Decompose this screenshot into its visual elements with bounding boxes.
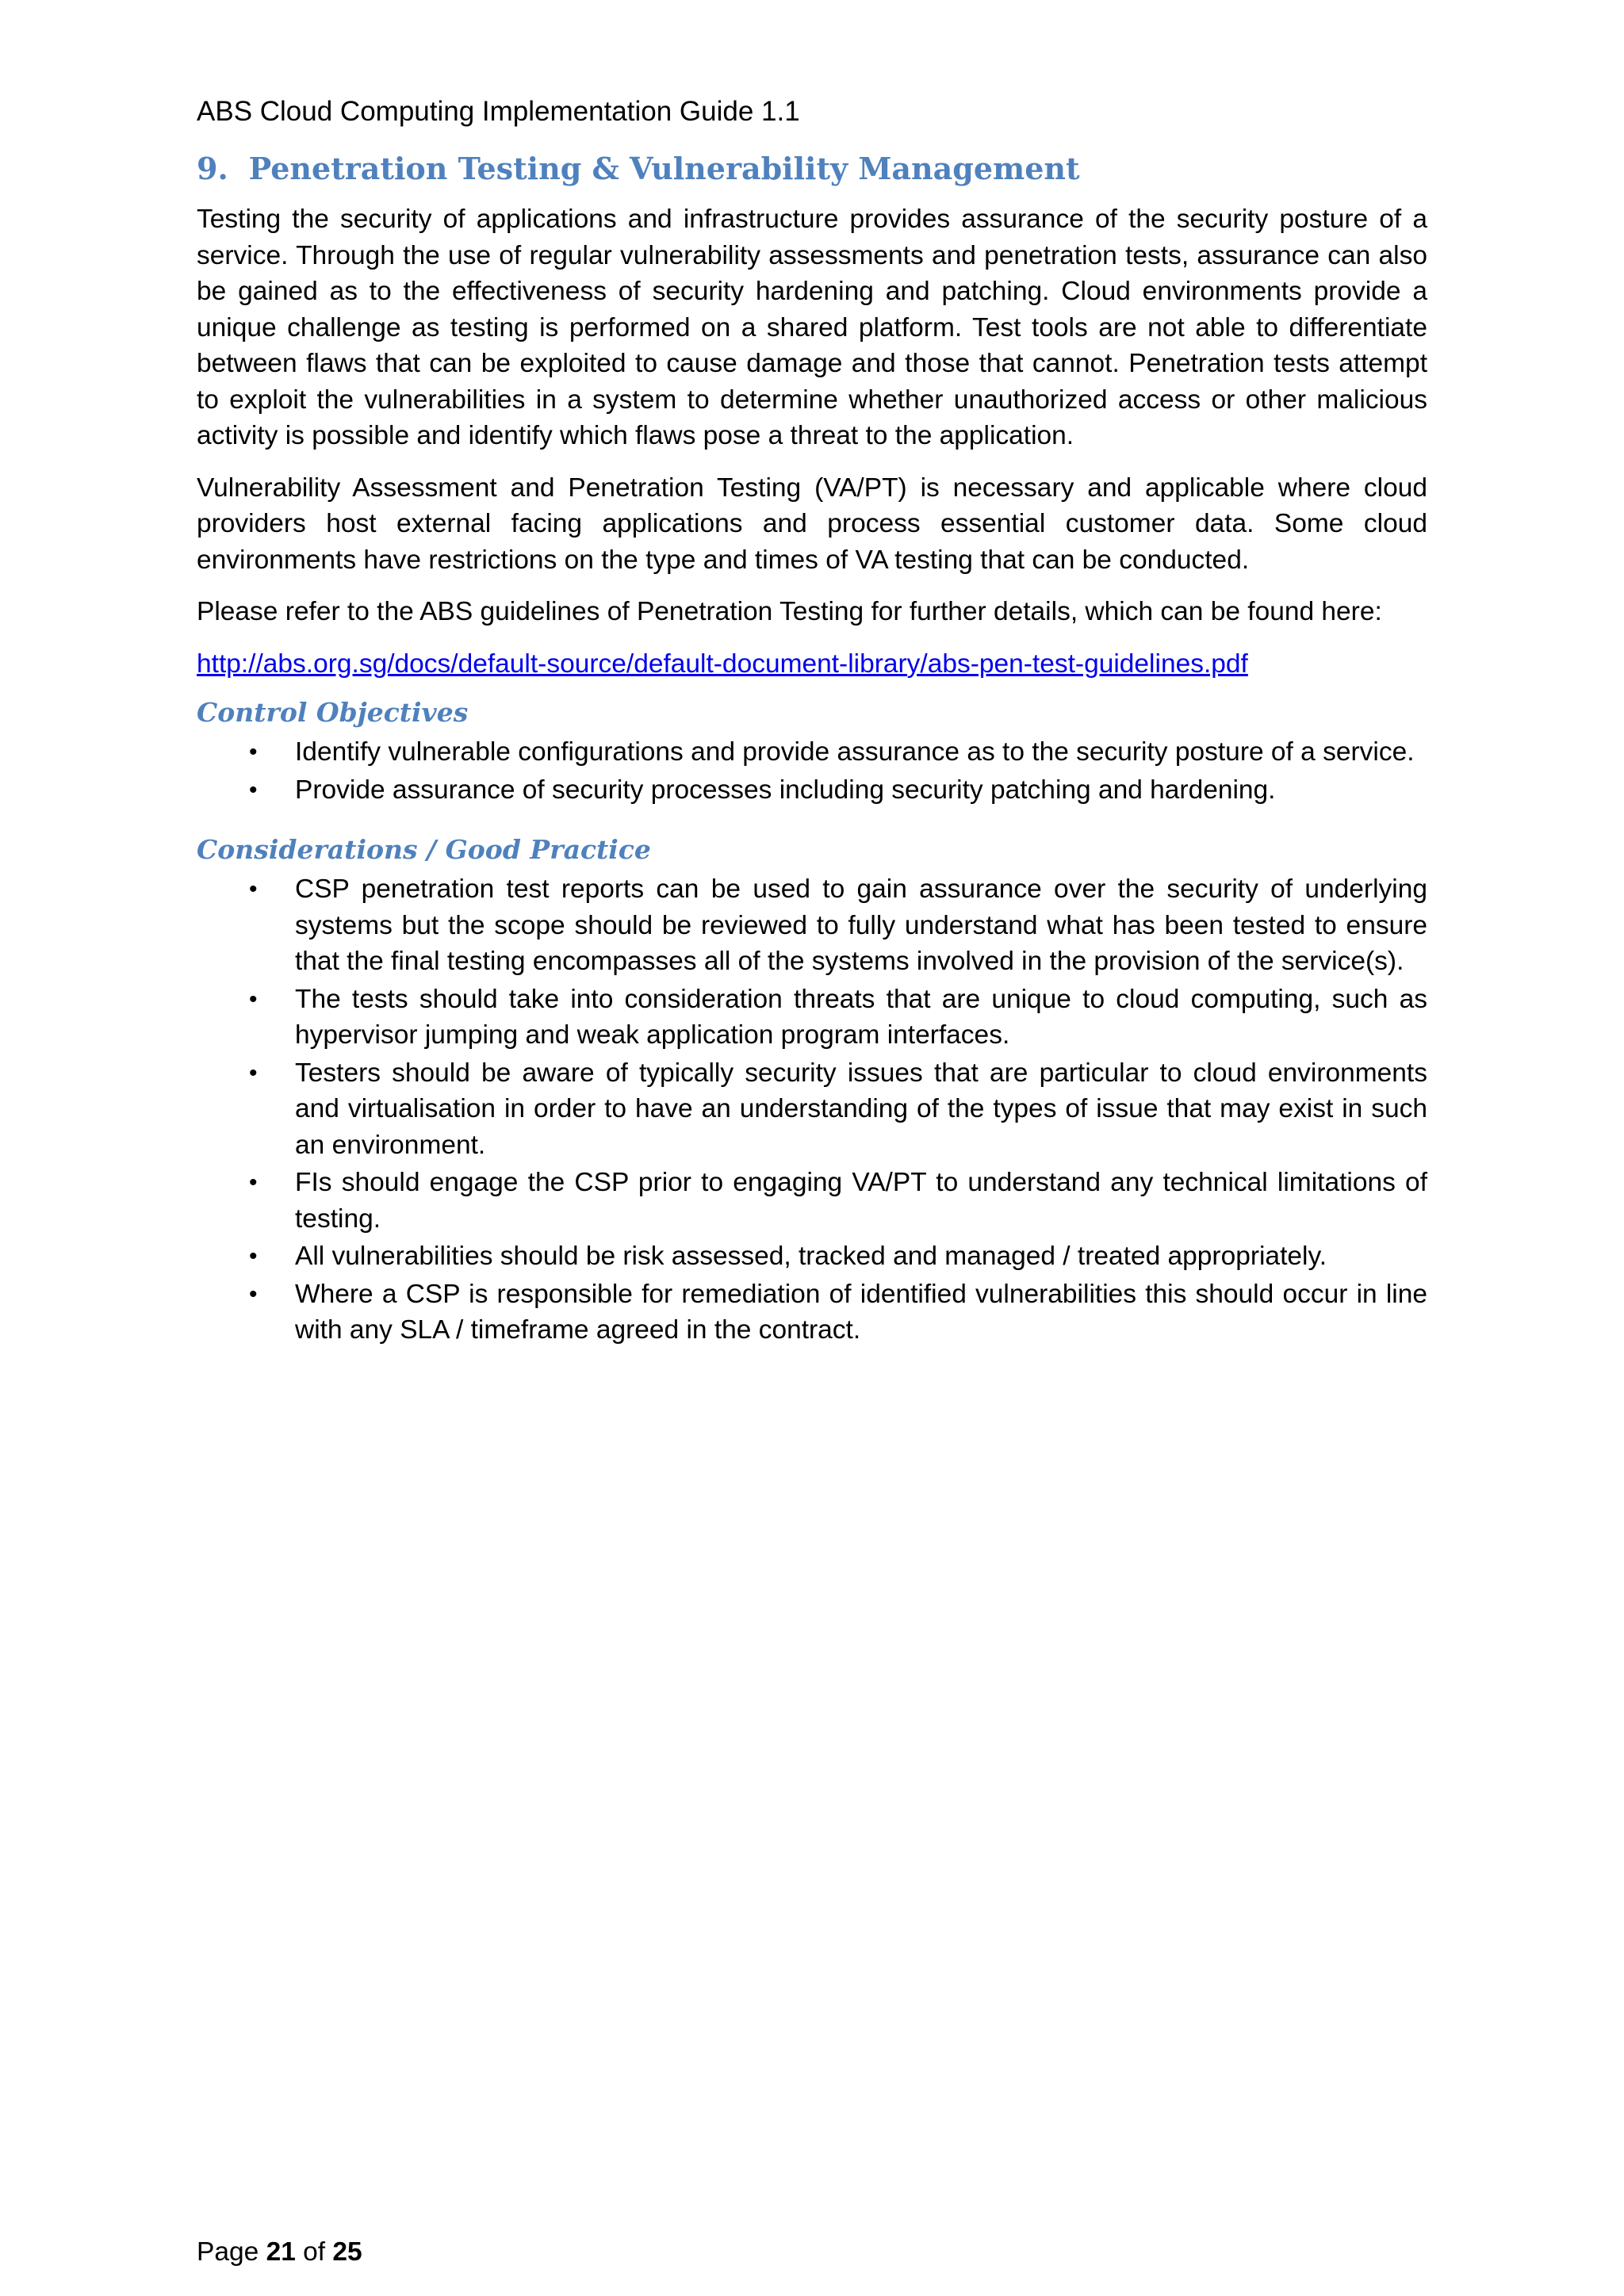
section-number: 9. <box>197 151 228 186</box>
bullet-icon: • <box>249 1280 258 1307</box>
document-page <box>197 94 1427 1371</box>
section-title <box>197 147 1427 190</box>
page-word: Page <box>197 2237 259 2267</box>
list-item: • Where a CSP is responsible for remediation of identified vulnerabilities this should occur in line with any SLA / timeframe agreed in the contract. <box>197 1276 1427 1349</box>
vapt-paragraph: Vulnerability Assessment and Penetration Testing (VA/PT) is necessary and applicable where cloud providers host external facing applications and process essential customer data. Some cloud environments have restrictions on the type and times of VA testing that can be conducted. <box>197 473 1427 575</box>
refer-paragraph: Please refer to the ABS guidelines of Penetration Testing for further details, which can be found here: <box>197 597 1382 626</box>
list-item: • FIs should engage the CSP prior to engaging VA/PT to understand any technical limitations of testing. <box>197 1165 1427 1237</box>
list-item: • Testers should be aware of typically security issues that are particular to cloud environments and virtualisation in order to have an understanding of the types of issue that may exist in such an environment. <box>197 1055 1427 1164</box>
list-item: • All vulnerabilities should be risk assessed, tracked and managed / treated appropriately. <box>197 1238 1427 1275</box>
list-item: • CSP penetration test reports can be used to gain assurance over the security of underlying systems but the scope should be reviewed to fully understand what has been tested to ensure that the final testing encompasses all of the systems involved in the provision of the service(s). <box>197 871 1427 980</box>
bullet-icon: • <box>249 876 258 902</box>
bullet-icon: • <box>249 776 258 803</box>
current-page-number: 21 <box>266 2237 296 2267</box>
bullet-icon: • <box>249 739 258 765</box>
list-item: • Identify vulnerable configurations and provide assurance as to the security posture of a service. <box>197 734 1427 771</box>
considerations-heading: Considerations / Good Practice <box>197 834 651 865</box>
total-pages-number: 25 <box>332 2237 362 2267</box>
guidelines-link[interactable]: http://abs.org.sg/docs/default-source/default-document-library/abs-pen-test-guidelines.pdf <box>197 649 1248 679</box>
intro-paragraph: Testing the security of applications and infrastructure provides assurance of the security posture of a service. Through the use of regular vulnerability assessments and penetration tests, assurance can also be gained as to the effectiveness of security hardening and patching. Cloud environments provide a unique challenge as testing is performed on a shared platform. Test tools are not able to differentiate between flaws that can be exploited to cause damage and those that cannot. Penetration tests attempt to exploit the vulnerabilities in a system to determine whether unauthorized access or other malicious activity is possible and identify which flaws pose a threat to the application. <box>197 205 1427 450</box>
section-title-text: Penetration Testing & Vulnerability Management <box>248 151 1080 186</box>
bullet-icon: • <box>249 1169 258 1196</box>
page-footer <box>197 2234 362 2270</box>
control-objectives-heading: Control Objectives <box>197 697 469 728</box>
bullet-icon: • <box>249 1243 258 1269</box>
of-word: of <box>303 2237 326 2267</box>
guidelines-link-line <box>197 646 1427 683</box>
bullet-icon: • <box>249 985 258 1012</box>
control-objectives-list <box>197 734 1427 808</box>
list-item: • The tests should take into consideration threats that are unique to cloud computing, such as hypervisor jumping and weak application program interfaces. <box>197 982 1427 1054</box>
running-header: ABS Cloud Computing Implementation Guide 1.1 <box>197 96 800 127</box>
bullet-icon: • <box>249 1059 258 1086</box>
considerations-list <box>197 871 1427 1349</box>
list-item: • Provide assurance of security processes including security patching and hardening. <box>197 772 1427 809</box>
